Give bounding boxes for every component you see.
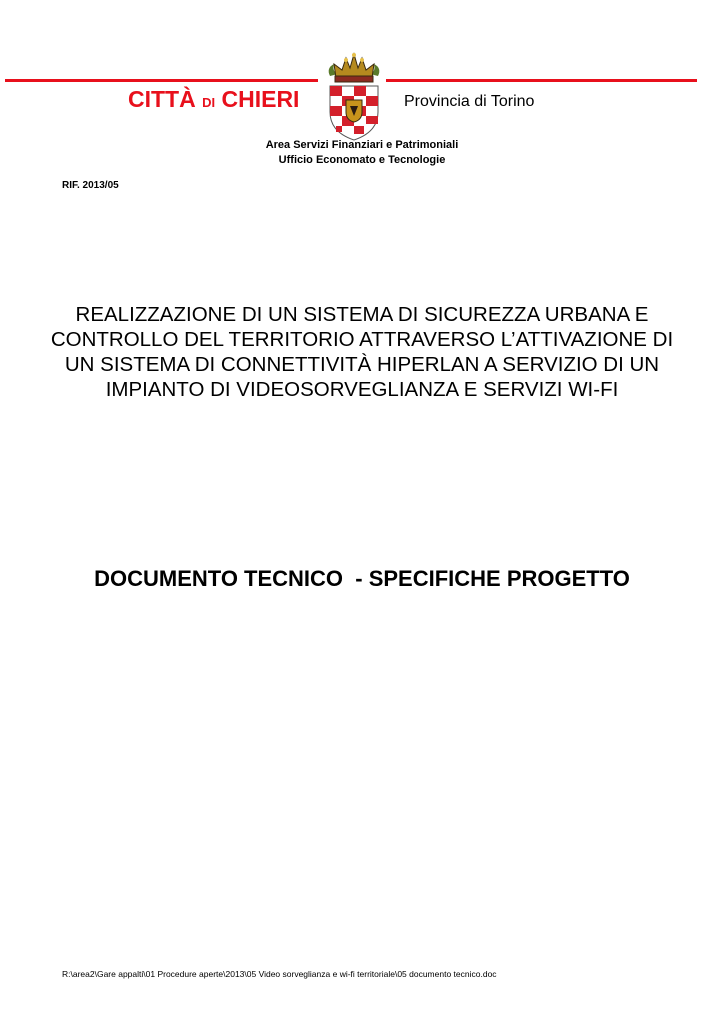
reference-code: RIF. 2013/05 <box>62 180 119 191</box>
city-name: CHIERI <box>221 86 300 112</box>
header-rule-left <box>5 79 318 82</box>
document-subtitle: DOCUMENTO TECNICO - SPECIFICHE PROGETTO <box>94 566 630 591</box>
header-rule-right <box>386 79 697 82</box>
city-prefix: CITTÀ <box>128 86 196 112</box>
document-title <box>40 302 684 402</box>
title-line: UN SISTEMA DI CONNETTIVITÀ HIPERLAN A SERVIZIO DI UN <box>64 353 660 376</box>
office-area: Area Servizi Finanziari e Patrimoniali <box>265 139 459 151</box>
coat-of-arms-icon <box>324 50 384 142</box>
city-di: DI <box>202 95 216 110</box>
title-line: CONTROLLO DEL TERRITORIO ATTRAVERSO L’ATTIVAZIONE DI <box>50 328 674 351</box>
title-line: IMPIANTO DI VIDEOSORVEGLIANZA E SERVIZI WI-FI <box>105 378 619 401</box>
office-unit: Ufficio Economato e Tecnologie <box>278 154 446 166</box>
city-title <box>128 86 299 113</box>
province-label: Provincia di Torino <box>404 93 535 110</box>
office-info <box>0 138 724 168</box>
file-path-footer: R:\area2\Gare appalti\01 Procedure aperte\2013\05 Video sorveglianza e wi-fi territoriale\05 documento tecnico.doc <box>62 969 497 979</box>
title-line: REALIZZAZIONE DI UN SISTEMA DI SICUREZZA URBANA E <box>75 303 649 326</box>
